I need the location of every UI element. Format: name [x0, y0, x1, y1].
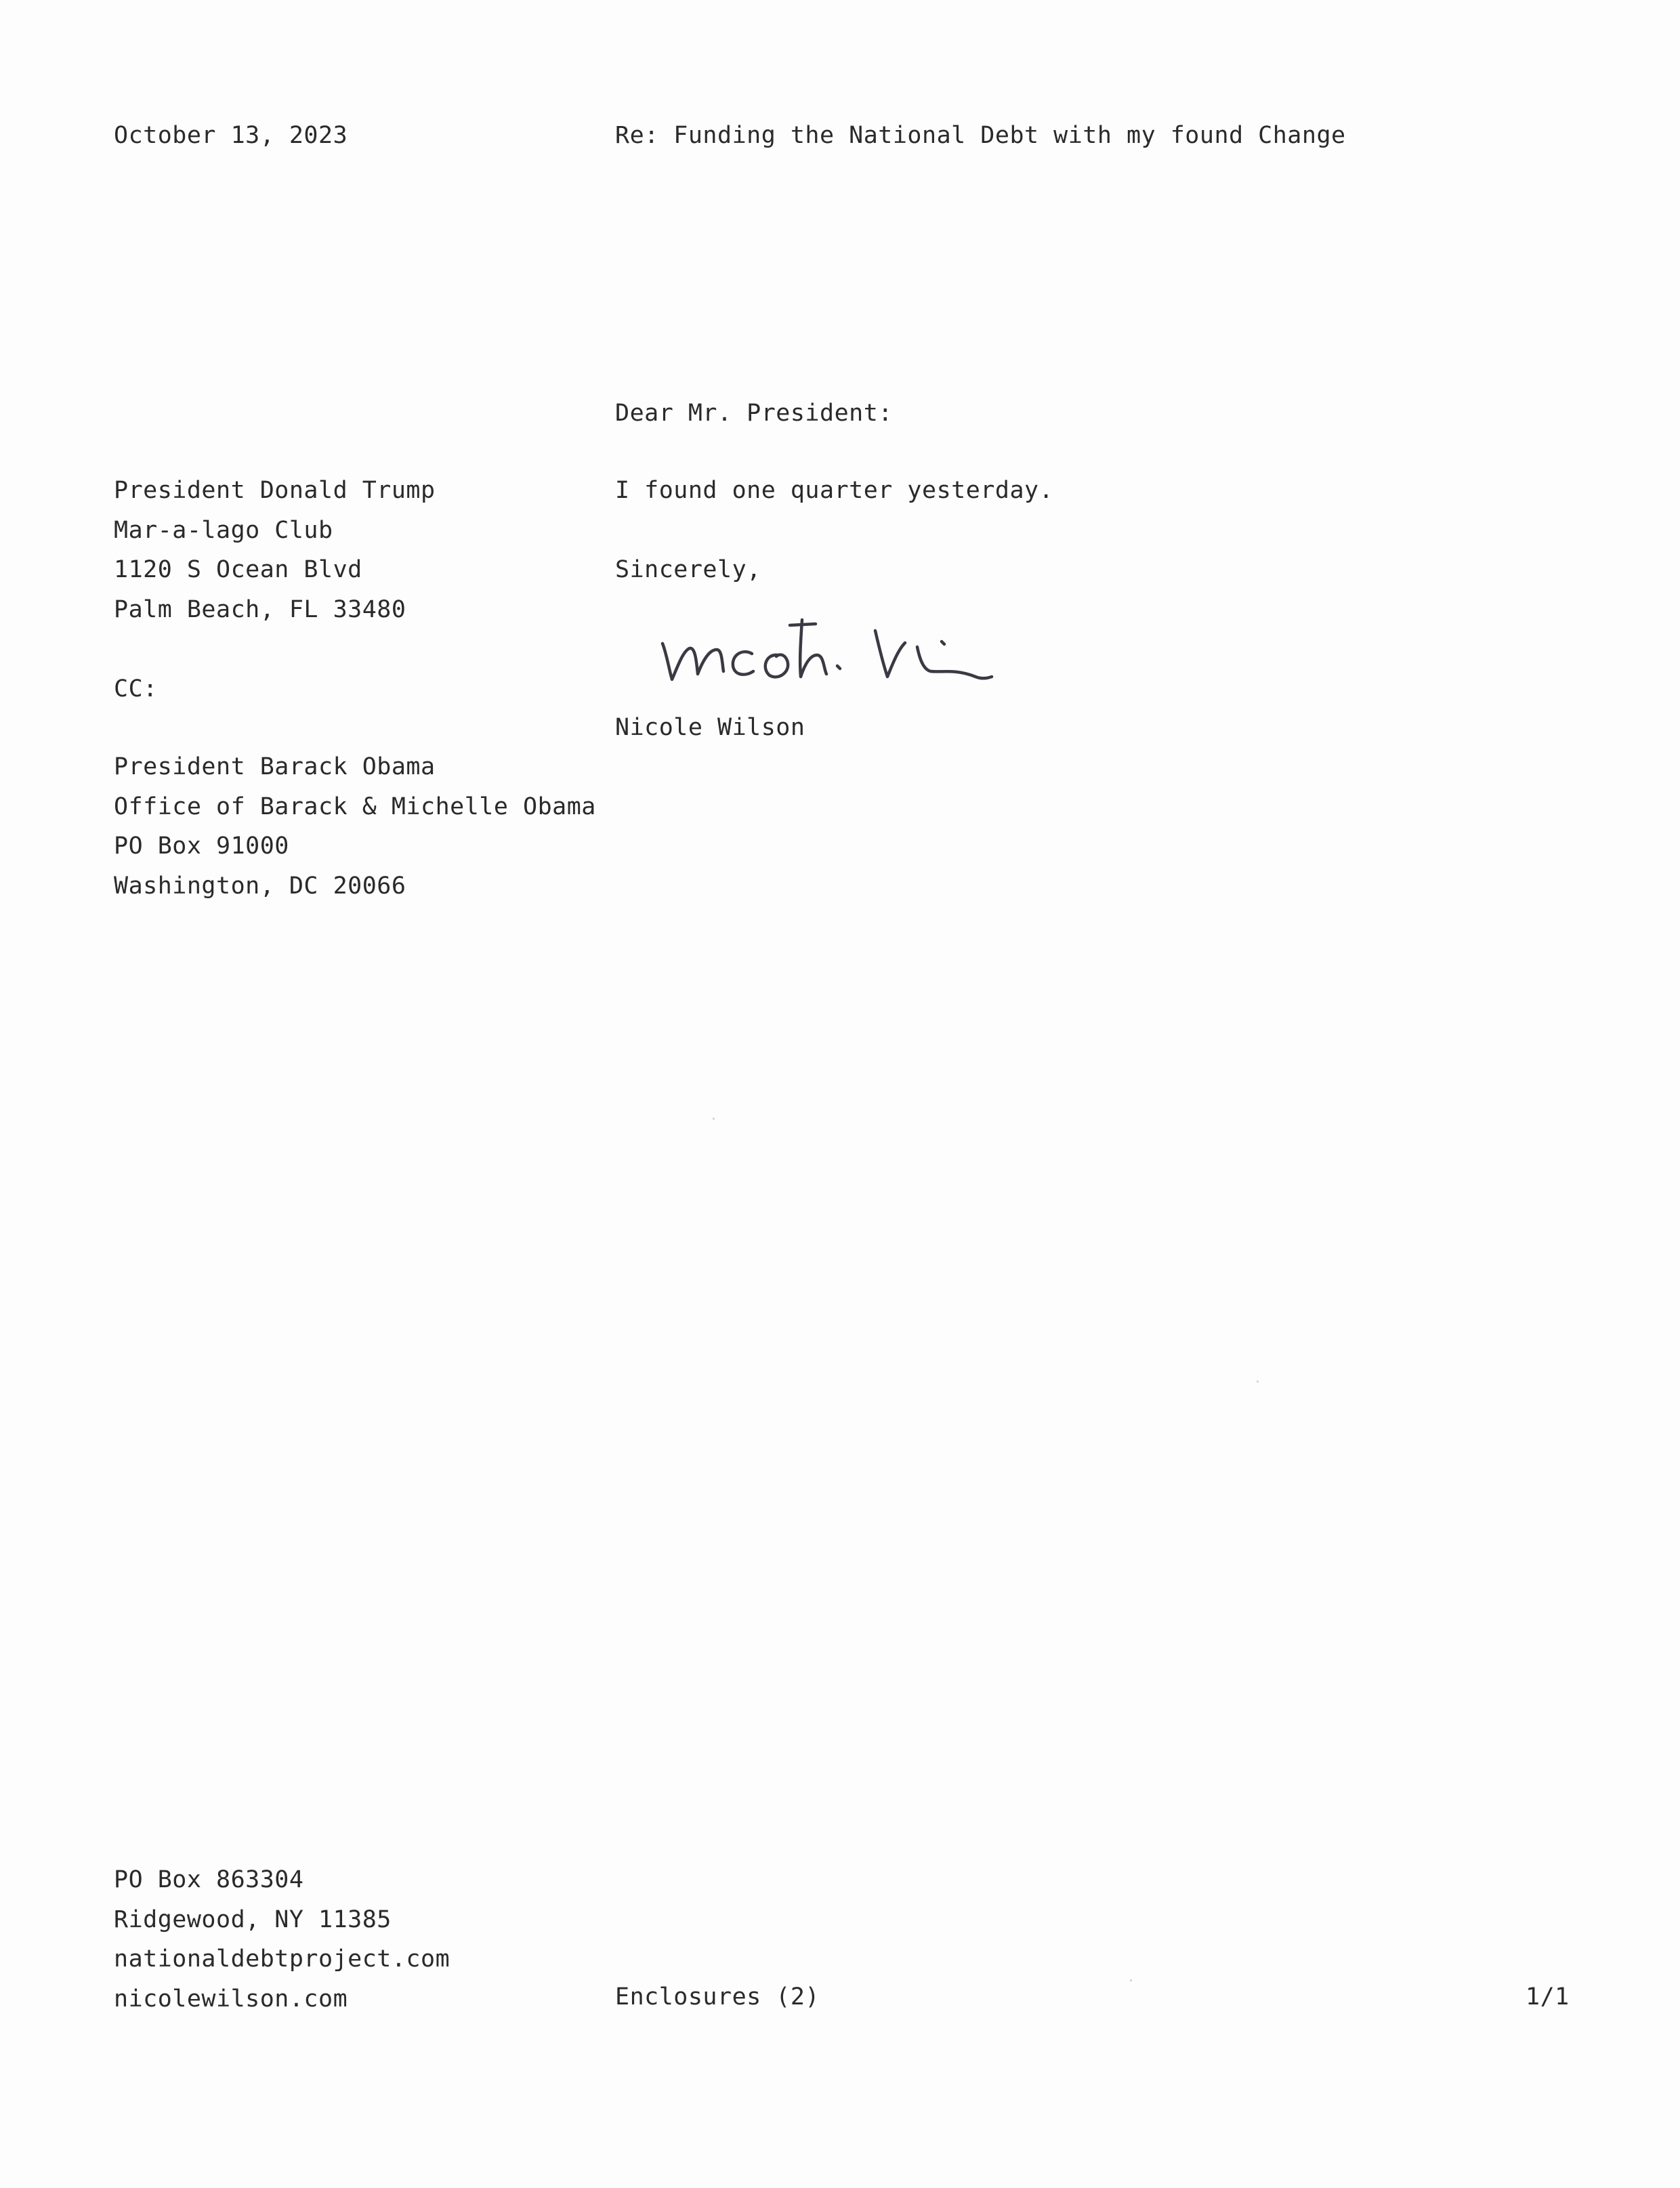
- sender-address: [114, 1860, 450, 2019]
- page-number: 1/1: [1526, 1983, 1570, 2011]
- letter-body: I found one quarter yesterday.: [615, 477, 1054, 504]
- sender-website-personal: nicolewilson.com: [114, 1985, 348, 2013]
- letter-closing: Sincerely,: [615, 556, 761, 583]
- cc-label: CC:: [114, 675, 158, 702]
- signature-icon: [657, 606, 1009, 691]
- sender-city: Ridgewood, NY 11385: [114, 1906, 392, 1933]
- letter-date: October 13, 2023: [114, 122, 348, 149]
- salutation: Dear Mr. President:: [615, 400, 893, 427]
- cc-address: [114, 747, 596, 906]
- signer-name: Nicole Wilson: [615, 714, 805, 741]
- recipient-address: [114, 471, 436, 629]
- sender-website-project: nationaldebtproject.com: [114, 1945, 450, 1973]
- sender-po-box: PO Box 863304: [114, 1866, 304, 1893]
- cc-po-box: PO Box 91000: [114, 833, 289, 860]
- recipient-name: President Donald Trump: [114, 477, 436, 504]
- enclosures-note: Enclosures (2): [615, 1983, 820, 2011]
- letter-subject: Re: Funding the National Debt with my found Change: [615, 122, 1346, 149]
- recipient-organization: Mar-a-lago Club: [114, 516, 333, 544]
- scan-speck: [1130, 1979, 1132, 1981]
- cc-city: Washington, DC 20066: [114, 872, 406, 900]
- cc-name: President Barack Obama: [114, 753, 436, 780]
- scan-speck: [1257, 1381, 1259, 1383]
- cc-organization: Office of Barack & Michelle Obama: [114, 793, 596, 820]
- recipient-street: 1120 S Ocean Blvd: [114, 556, 362, 583]
- scan-speck: [713, 1118, 715, 1120]
- recipient-city: Palm Beach, FL 33480: [114, 595, 406, 623]
